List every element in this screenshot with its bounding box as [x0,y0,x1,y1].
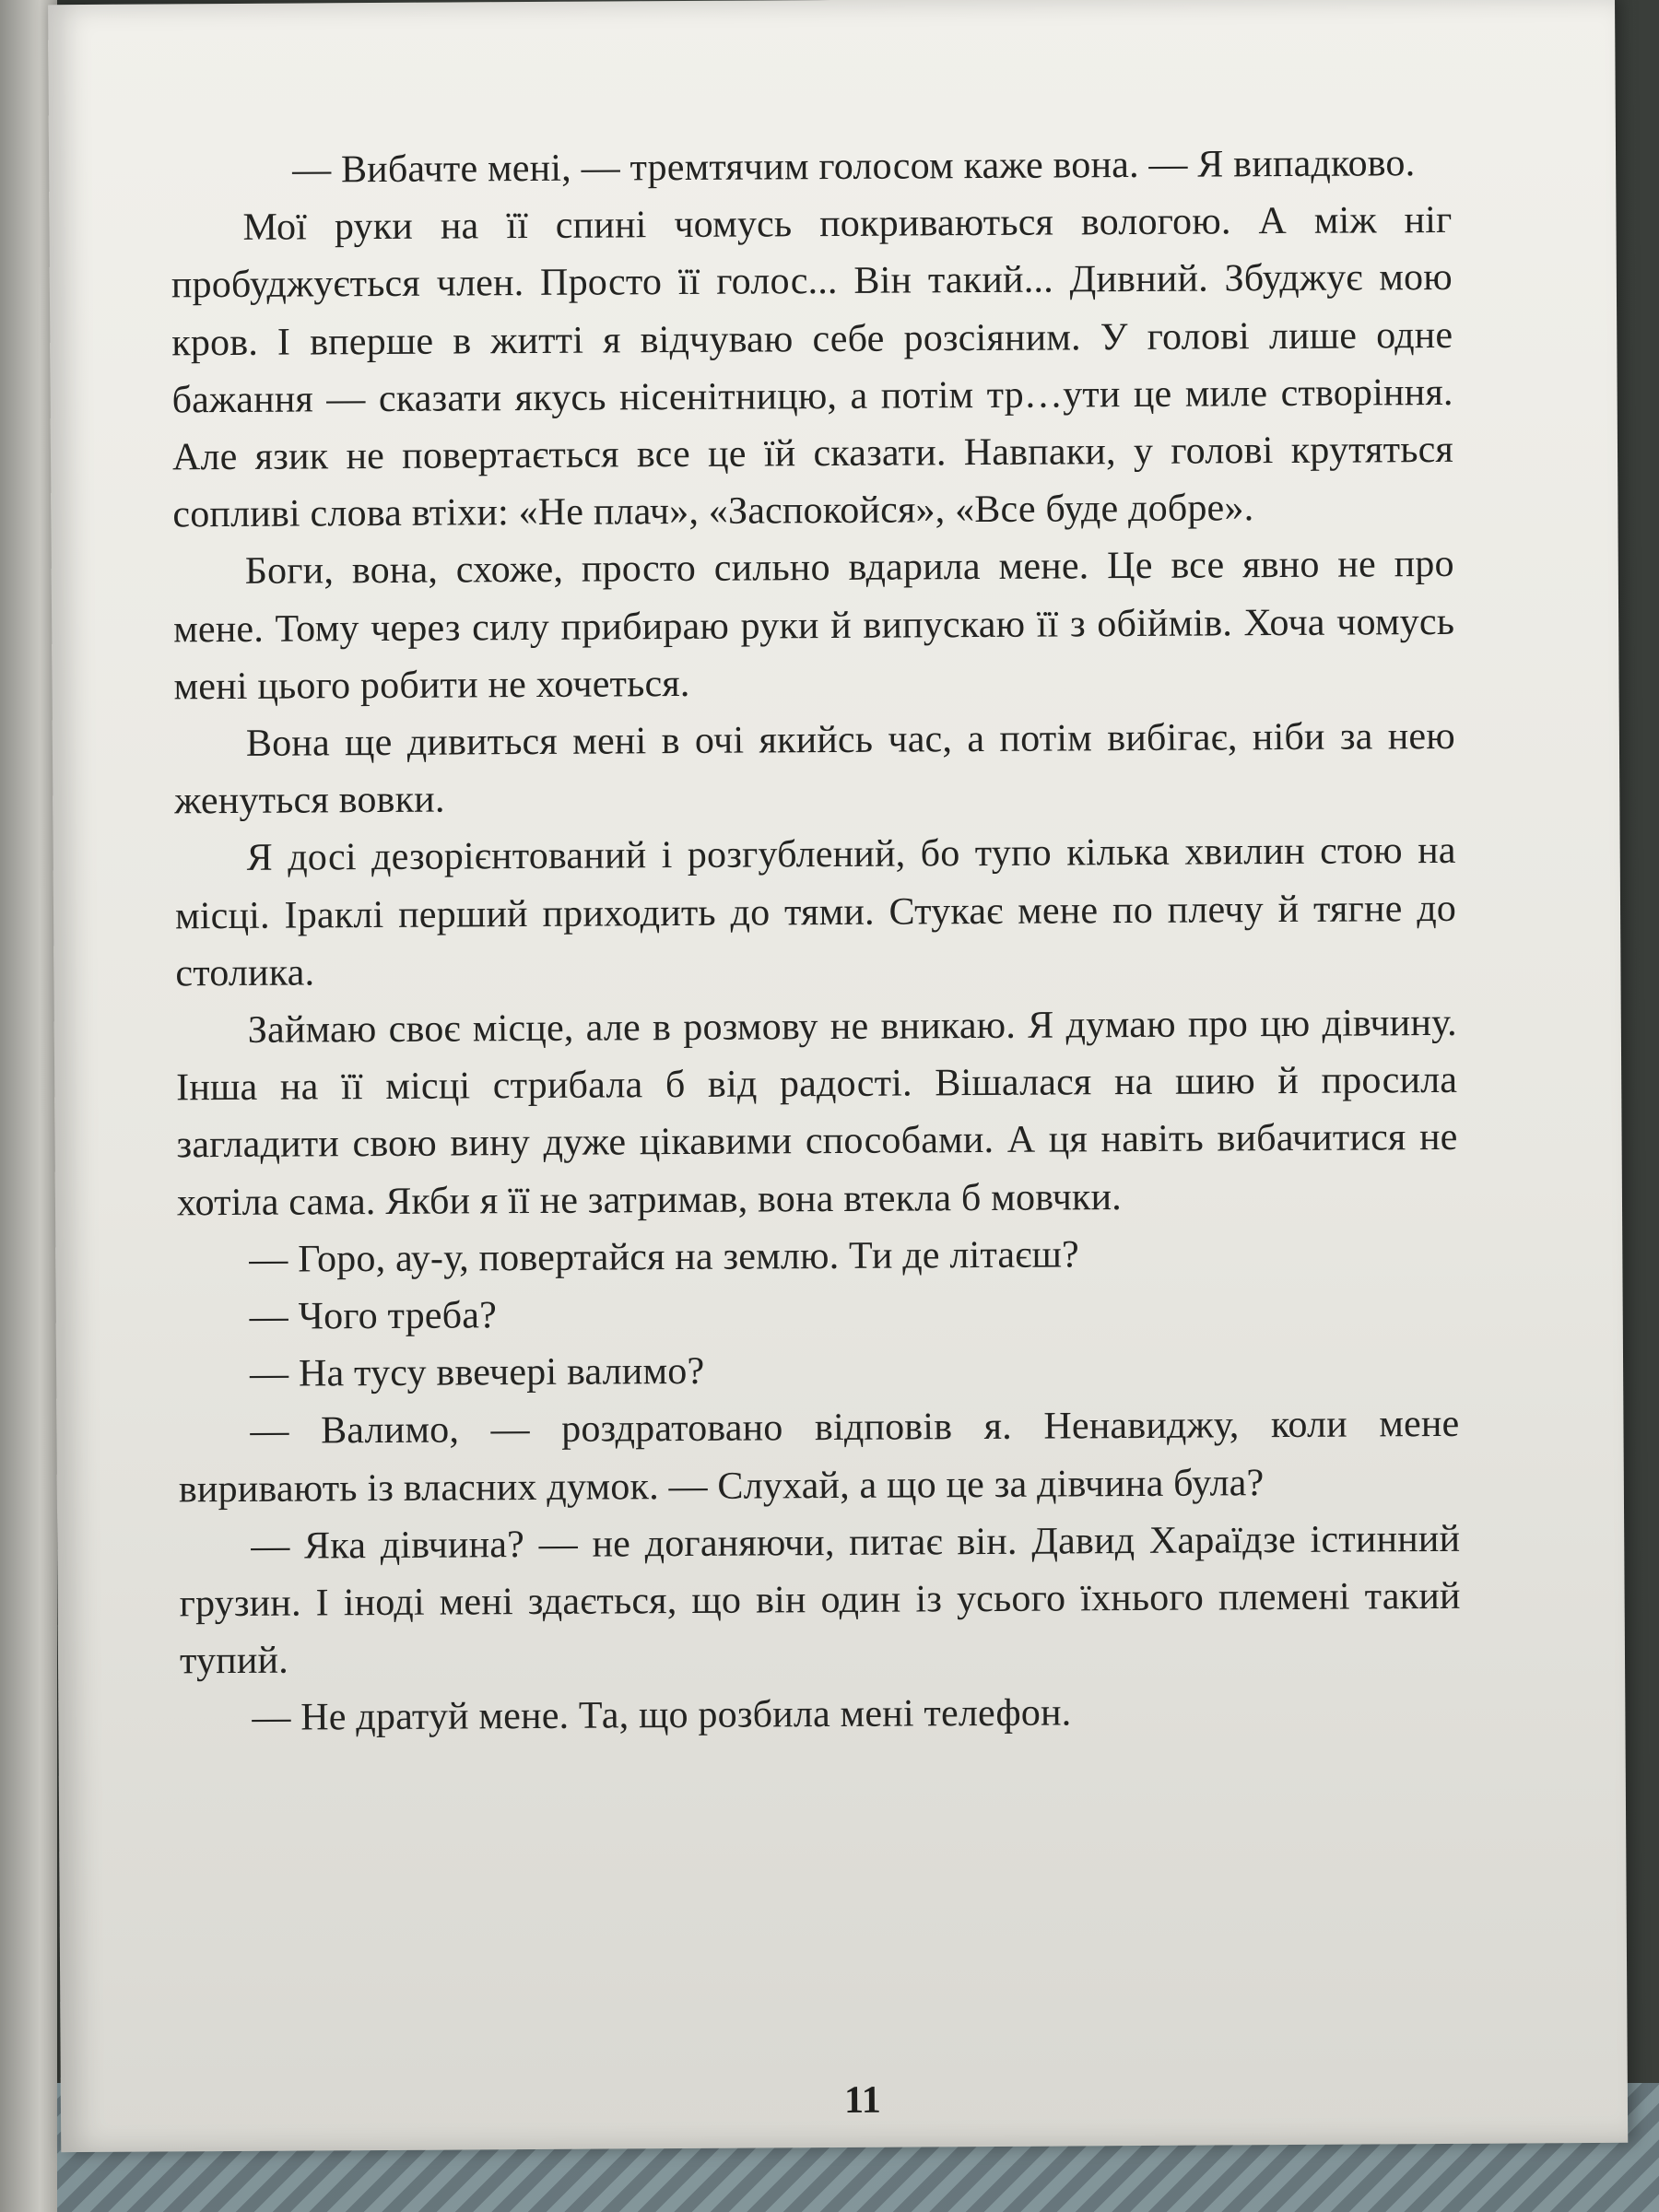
paragraph: — Чого треба? [249,1294,498,1338]
book-page [48,0,1628,2152]
paragraph: Вона ще дивиться мені в очі якийсь час, а потім вибігає, ніби за нею женуться вовки. [174,714,1456,823]
paragraph: Займаю своє місце, але в розмову не вникаю. Я думаю про цю дівчину. Інша на її місці стрибала б від радості. Вішалася на шию й просила загладити свою вину дуже цікавими способами. А ця навіть вибачитися не хотіла сама. Якби я її не затримав, вона втекла б мовчки. [176,1001,1458,1225]
body-text [171,135,1462,1747]
page-number-text: 11 [843,2078,881,2122]
paragraph: — Горо, ау-у, повертайся на землю. Ти де літаєш? [249,1233,1080,1281]
paragraph: — Вибачте мені, — тремтячим голосом каже вона. — Я випадково. [291,142,1416,192]
paragraph: Мої руки на її спині чомусь покриваються вологою. А між ніг пробуджується член. Просто її голос... Він такий... Дивний. Збуджує мою кров. І вперше в житті я відчуваю себе розсіяним. У голові лише одне бажання — сказати якусь нісенітницю, а потім тр…ути це миле створіння. Але язик не повертається все це їй сказати. Навпаки, у голові крутяться сопливі слова втіхи: «Не плач», «Заспокойся», «Все буде добре». [171,199,1454,536]
page-number [61,2074,1628,2127]
left-page-edge [0,0,57,2212]
paragraph: Боги, вона, схоже, просто сильно вдарила мене. Це все явно не про мене. Тому через силу прибираю руки й випускаю її з обіймів. Хоча чомусь мені цього робити не хочеться. [173,543,1455,709]
paragraph: — Не дратуй мене. Та, що розбила мені телефон. [252,1691,1072,1740]
paragraph: — На тусу ввечері валимо? [249,1350,705,1396]
paragraph: — Яка дівчина? — не доганяючи, питає він. Давид Хараїдзе істинний грузин. І іноді мені здається, що він один із усього їхнього племені такий тупий. [179,1517,1461,1683]
paragraph: Я досі дезорієнтований і розгублений, бо тупо кілька хвилин стою на місці. Іраклі перший приходить до тями. Стукає мене по плечу й тягне до столика. [174,830,1457,995]
paragraph: — Валимо, — роздратовано відповів я. Ненавиджу, коли мене виривають із власних думок. — Слухай, а що це за дівчина була? [178,1403,1460,1512]
